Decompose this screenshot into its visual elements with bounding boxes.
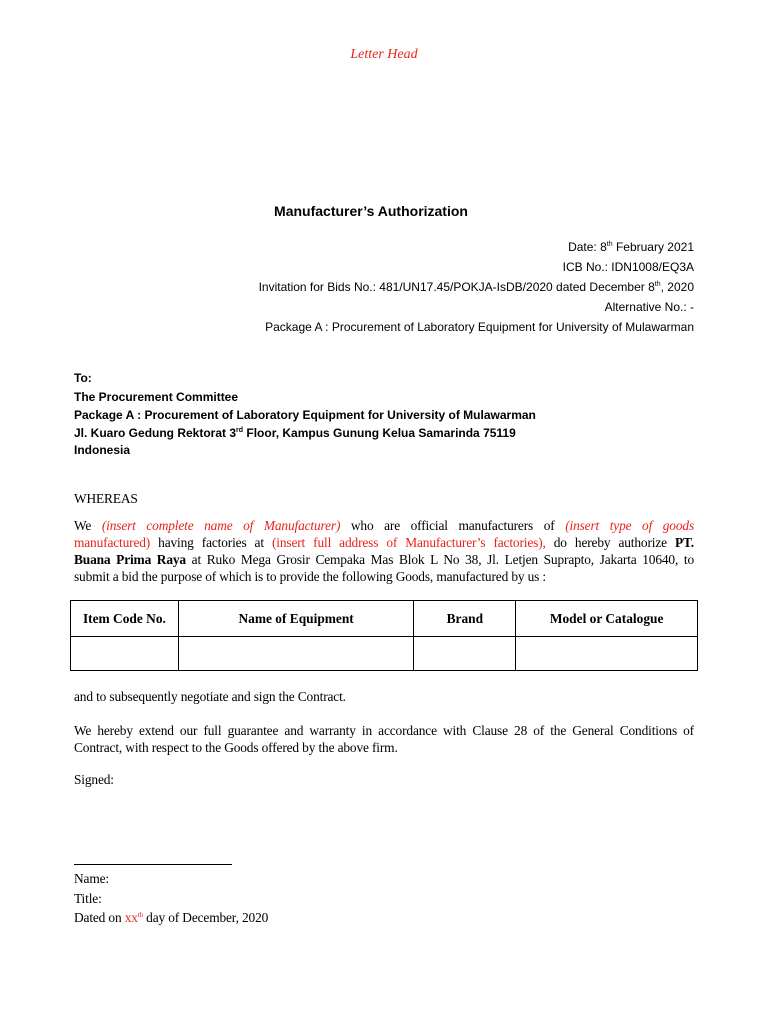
paragraph-line-3: Buana Prima Raya at Ruko Mega Grosir Cempaka Mas Blok L No 38, Jl. Letjen Suprapto, Jakarta 10640, to xyxy=(74,552,694,567)
placeholder-goods-type: (insert type of goods xyxy=(565,518,695,533)
alternative-number: Alternative No.: - xyxy=(604,300,694,314)
guarantee-line-2: Contract, with respect to the Goods offered by the above firm. xyxy=(74,740,398,755)
package-line: Package A : Procurement of Laboratory Equipment for University of Mulawarman xyxy=(265,320,694,334)
column-header-model: Model or Catalogue xyxy=(516,601,698,637)
signature-line xyxy=(74,864,232,865)
recipient-country: Indonesia xyxy=(74,443,131,457)
table-row xyxy=(71,637,698,671)
recipient-committee: The Procurement Committee xyxy=(74,390,239,404)
placeholder-factory-address: (insert full address of Manufacturer’s factories), xyxy=(271,535,546,550)
table-cell xyxy=(516,637,698,671)
name-label: Name: xyxy=(74,871,109,886)
title-label: Title: xyxy=(74,891,102,906)
table-cell xyxy=(414,637,516,671)
column-header-brand: Brand xyxy=(414,601,516,637)
negotiate-statement: and to subsequently negotiate and sign the Contract. xyxy=(74,689,346,704)
to-label: To: xyxy=(74,371,92,385)
goods-table xyxy=(70,600,698,671)
guarantee-line-1: We hereby extend our full guarantee and warranty in accordance with Clause 28 of the General Conditions of xyxy=(74,723,694,738)
whereas-heading: WHEREAS xyxy=(74,491,138,506)
letter-head: Letter Head xyxy=(350,47,418,62)
recipient-package: Package A : Procurement of Laboratory Equipment for University of Mulawarman xyxy=(74,408,536,422)
recipient-address: Jl. Kuaro Gedung Rektorat 3rd Floor, Kampus Gunung Kelua Samarinda 75119 xyxy=(74,426,516,440)
column-header-equipment-name: Name of Equipment xyxy=(178,601,414,637)
placeholder-day: xx xyxy=(124,910,138,925)
table-header-row xyxy=(71,601,698,637)
placeholder-manufacturer-name: (insert complete name of Manufacturer) xyxy=(101,518,341,533)
signed-label: Signed: xyxy=(74,772,114,787)
document-title: Manufacturer’s Authorization xyxy=(274,203,468,219)
column-header-item-code: Item Code No. xyxy=(71,601,179,637)
paragraph-line-1: We (insert complete name of Manufacturer) who are official manufacturers of (insert type of goods xyxy=(74,518,695,533)
icb-number: ICB No.: IDN1008/EQ3A xyxy=(562,260,694,274)
company-name: Buana Prima Raya xyxy=(74,552,186,567)
paragraph-line-4: submit a bid the purpose of which is to provide the following Goods, manufactured by us : xyxy=(74,569,546,584)
invitation-for-bids: Invitation for Bids No.: 481/UN17.45/POKJA-IsDB/2020 dated December 8th, 2020 xyxy=(258,280,694,294)
date-line: Date: 8th February 2021 xyxy=(568,240,694,254)
table-cell xyxy=(71,637,179,671)
table-cell xyxy=(178,637,414,671)
dated-on-line: Dated on $xx^{th}$ day of December, 2020 xyxy=(74,910,269,925)
paragraph-line-2: manufactured) having factories at (insert full address of Manufacturer’s factories), do hereby authorize PT. xyxy=(74,535,694,550)
